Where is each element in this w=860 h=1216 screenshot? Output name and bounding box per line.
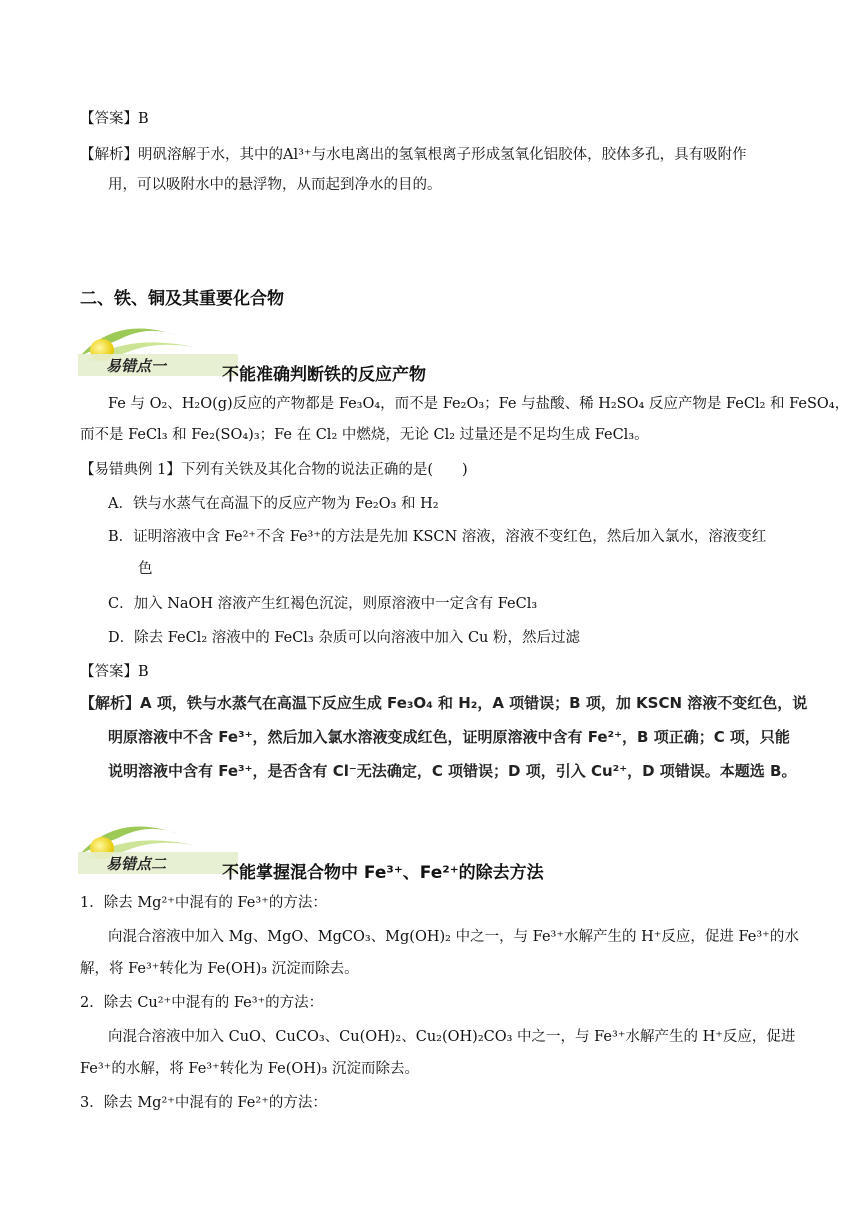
list-item-heading: 1．除去 Mg²⁺中混有的 Fe³⁺的方法： bbox=[80, 895, 327, 911]
option-a: A．铁与水蒸气在高温下的反应产物为 Fe₂O₃ 和 H₂ bbox=[108, 496, 439, 512]
badge-logo bbox=[78, 816, 238, 876]
answer-label: 【答案】B bbox=[80, 664, 149, 680]
swoosh-icon bbox=[78, 816, 238, 876]
example-heading: 【易错典例 1】下列有关铁及其化合物的说法正确的是( ) bbox=[80, 462, 468, 478]
list-item-heading: 2．除去 Cu²⁺中混有的 Fe³⁺的方法： bbox=[80, 995, 324, 1011]
swoosh-icon bbox=[78, 318, 238, 378]
option-b-cont: 色 bbox=[138, 561, 153, 577]
intro-line: Fe 与 O₂、H₂O(g)反应的产物都是 Fe₃O₄，而不是 Fe₂O₃；Fe 与盐酸、稀 H₂SO₄ 反应产物是 FeCl₂ 和 FeSO₄， bbox=[108, 396, 850, 412]
answer-label: 【答案】B bbox=[80, 111, 149, 127]
list-item-text: 解，将 Fe³⁺转化为 Fe(OH)₃ 沉淀而除去。 bbox=[80, 961, 359, 977]
badge-label: 易错点二 bbox=[106, 855, 167, 873]
analysis-line: 明原溶液中不含 Fe³⁺，然后加入氯水溶液变成红色，证明原溶液中含有 Fe²⁺，B 项正确；C 项，只能 bbox=[108, 728, 790, 746]
option-c: C．加入 NaOH 溶液产生红褐色沉淀，则原溶液中一定含有 FeCl₃ bbox=[108, 596, 538, 612]
option-b: B．证明溶液中含 Fe²⁺不含 Fe³⁺的方法是先加 KSCN 溶液，溶液不变红色，然后加入氯水，溶液变红 bbox=[108, 529, 767, 545]
analysis-line: 【解析】明矾溶解于水，其中的Al³⁺与水电离出的氢氧根离子形成氢氧化铝胶体，胶体多孔，具有吸附作 bbox=[80, 147, 747, 163]
option-d: D．除去 FeCl₂ 溶液中的 FeCl₃ 杂质可以向溶液中加入 Cu 粉，然后过滤 bbox=[108, 630, 580, 646]
badge-logo bbox=[78, 318, 238, 378]
section-title: 二、铁、铜及其重要化合物 bbox=[80, 289, 284, 309]
analysis-line: 【解析】A 项，铁与水蒸气在高温下反应生成 Fe₃O₄ 和 H₂，A 项错误；B 项，加 KSCN 溶液不变红色，说 bbox=[80, 694, 808, 712]
analysis-line: 用，可以吸附水中的悬浮物，从而起到净水的目的。 bbox=[108, 177, 442, 193]
intro-line: 而不是 FeCl₃ 和 Fe₂(SO₄)₃；Fe 在 Cl₂ 中燃烧，无论 Cl₂ 过量还是不足均生成 FeCl₃。 bbox=[80, 427, 649, 443]
point-title: 不能掌握混合物中 Fe³⁺、Fe²⁺的除去方法 bbox=[222, 863, 544, 883]
list-item-text: 向混合溶液中加入 CuO、CuCO₃、Cu(OH)₂、Cu₂(OH)₂CO₃ 中之一，与 Fe³⁺水解产生的 H⁺反应，促进 bbox=[108, 1029, 796, 1045]
badge-label: 易错点一 bbox=[106, 357, 167, 375]
analysis-line: 说明溶液中含有 Fe³⁺，是否含有 Cl⁻无法确定，C 项错误；D 项，引入 Cu²⁺，D 项错误。本题选 B。 bbox=[108, 762, 797, 780]
list-item-text: 向混合溶液中加入 Mg、MgO、MgCO₃、Mg(OH)₂ 中之一，与 Fe³⁺水解产生的 H⁺反应，促进 Fe³⁺的水 bbox=[108, 929, 799, 945]
list-item-text: Fe³⁺的水解，将 Fe³⁺转化为 Fe(OH)₃ 沉淀而除去。 bbox=[80, 1061, 419, 1077]
list-item-heading: 3．除去 Mg²⁺中混有的 Fe²⁺的方法： bbox=[80, 1095, 327, 1111]
point-title: 不能准确判断铁的反应产物 bbox=[222, 365, 426, 385]
